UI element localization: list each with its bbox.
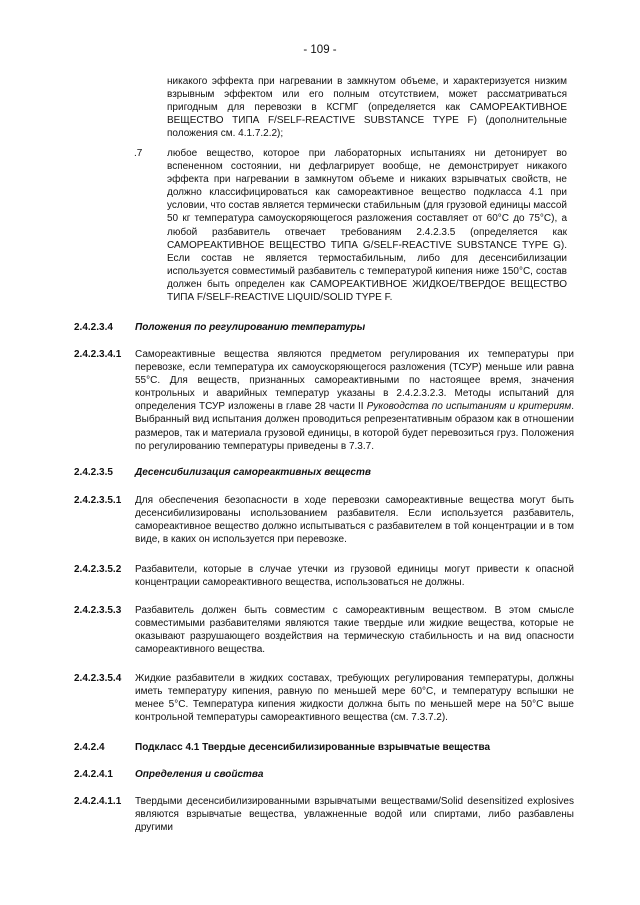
section-text: Твердыми десенсибилизированными взрывчатыми веществами/Solid desensitized explosives являются взрывчатые вещества, увлажненные водой или спиртами, либо разбавлены другими <box>135 796 574 834</box>
section-heading: Положения по регулированию температуры <box>135 322 366 333</box>
section-text: Разбавитель должен быть совместим с самореактивным веществом. В этом смысле совместимыми разбавителями являются такие твердые или жидкие вещества, которые не оказывают разрушающего воздействия на термическую стабильность и на вид опасности самореактивного вещества. <box>135 605 574 656</box>
section-heading: Определения и свойства <box>135 769 264 780</box>
section-heading: Подкласс 4.1 Твердые десенсибилизированные взрывчатые вещества <box>135 742 491 753</box>
section-text: Для обеспечения безопасности в ходе перевозки самореактивные вещества могут быть десенсибилизированы использованием разбавителя. Если используется разбавитель, самореактивное вещество должно испытываться с разбавителем в той концентрации и в том виде, в каких он используется при перевозке. <box>135 495 574 546</box>
section-number: 2.4.2.3.5.1 <box>74 495 122 506</box>
section-number: 2.4.2.4.1 <box>74 769 113 780</box>
section-text: Самореактивные вещества являются предметом регулирования их температуры при перевозке, если температура их самоускоряющегося разложения (ТСУР) меньше или равна 55°C. Для веществ, признанных самореактивными по настоящее время, значения контрольных и аварийных температур указаны в 2.4.2.3.2.3. Методы испытаний для определения ТСУР изложены в главе 28 части II Руководства по испытаниям и критериям. Выбранный вид испытания должен проводиться репрезентативным образом как в отношении размеров, так и материала грузовой единицы, в которой будет перевозиться груз. Положения по регулированию температуры приведены в 7.3.7. <box>135 349 575 452</box>
list-item-number: .7 <box>134 148 143 159</box>
section-number: 2.4.2.3.4.1 <box>74 349 122 360</box>
section-text: Жидкие разбавители в жидких составах, требующих регулирования температуры, должны иметь температуру кипения, равную по меньшей мере 60°С, и температуру вспышки не менее 5°С. Температура кипения жидкости должна быть по меньшей мере на 50°С выше контрольной температуры самореактивного вещества (см. 7.3.7.2). <box>135 673 574 724</box>
section-number: 2.4.2.3.5.4 <box>74 673 122 684</box>
list-item-text: любое вещество, которое при лабораторных испытаниях ни детонирует во вспененном состоянии, ни дефлагрирует вообще, не демонстрирует никакого эффекта при нагревании в замкнутом объеме и никаких взрывчатых свойств, не должно классифицироваться как самореактивное вещество подкласса 4.1 при условии, что состав является термически стабильным (для грузовой единицы массой 50 кг температура самоускоряющегося разложения составляет от 60°C до 75°C), а любой разбавитель отвечает требованиям 2.4.2.3.5 (определяется как САМОРЕАКТИВНОЕ ВЕЩЕСТВО ТИПА G/SELF-REACTIVE SUBSTANCE TYPE G). Если состав не является термостабильным, либо для десенсибилизации используется совместимый разбавитель с температурой кипения ниже 150°С, состав должен быть определен как САМОРЕАКТИВНОЕ ЖИДКОЕ/ТВЕРДОЕ ВЕЩЕСТВО ТИПА F/SELF-REACTIVE LIQUID/SOLID TYPE F. <box>167 148 567 304</box>
section-number: 2.4.2.3.4 <box>74 322 113 333</box>
continuation-paragraph: никакого эффекта при нагревании в замкнутом объеме, и характеризуется низким взрывным эффектом или его полным отсутствием, может рассматриваться пригодным для перевозки в КСГМГ (определяется как САМОРЕАКТИВНОЕ ВЕЩЕСТВО ТИПА F/SELF-REACTIVE SUBSTANCE TYPE F) (дополнительные положения см. 4.1.7.2.2); <box>167 76 567 140</box>
section-number: 2.4.2.3.5.2 <box>74 564 122 575</box>
section-text: Разбавители, которые в случае утечки из грузовой единицы могут привести к опасной концентрации самореактивного вещества, использоваться не должны. <box>135 564 574 589</box>
section-number: 2.4.2.3.5 <box>74 467 113 478</box>
section-number: 2.4.2.4 <box>74 742 105 753</box>
section-number: 2.4.2.4.1.1 <box>74 796 122 807</box>
section-number: 2.4.2.3.5.3 <box>74 605 122 616</box>
section-heading: Десенсибилизация самореактивных веществ <box>135 467 371 478</box>
manual-title: Руководства по испытаниям и критериям <box>366 401 572 413</box>
page-number: - 109 - <box>303 44 337 56</box>
